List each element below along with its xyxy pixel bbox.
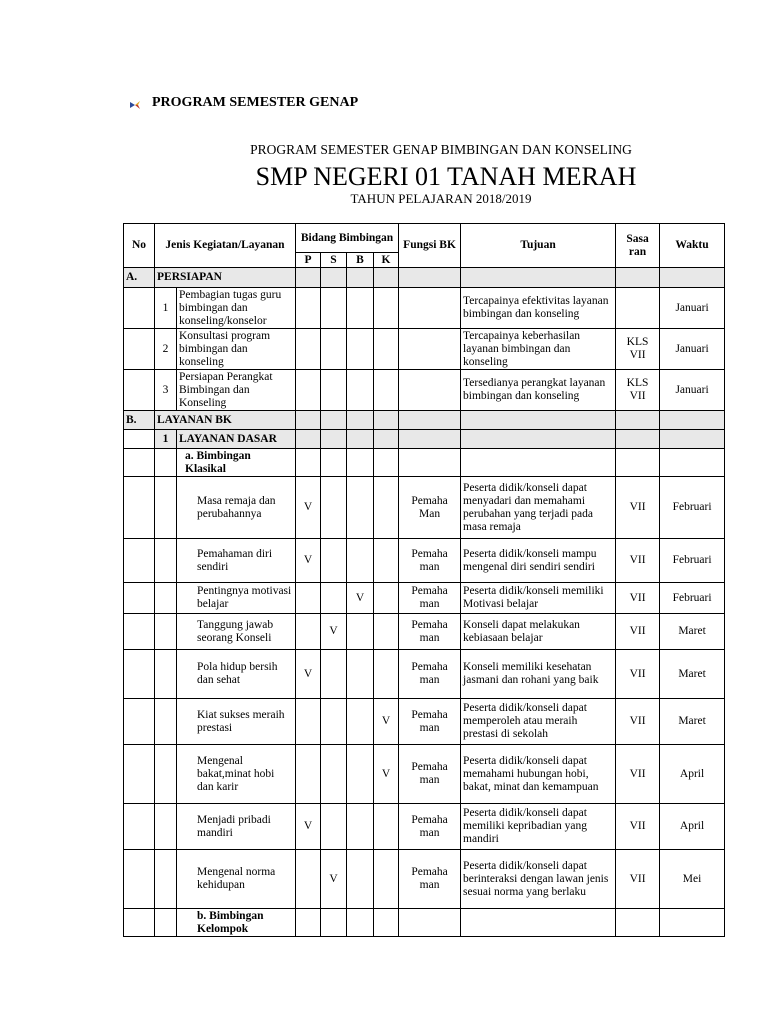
bidang-p-mark: [296, 850, 321, 909]
sub-number: 1: [155, 430, 177, 449]
empty-cell: [399, 909, 461, 937]
bimbingan-klasikal-label: a. Bimbingan Klasikal: [177, 449, 296, 477]
empty-cell: [660, 449, 725, 477]
klasikal-row: [124, 583, 725, 614]
empty-cell: [660, 430, 725, 449]
bidang-b-mark: [347, 539, 374, 583]
fungsi-cell: Pemaha man: [399, 614, 461, 650]
waktu-cell: Januari: [660, 288, 725, 329]
program-table: [123, 223, 725, 937]
header-k: K: [374, 253, 399, 268]
persiapan-row: [124, 329, 725, 370]
section-b-code: B.: [124, 411, 155, 430]
sasaran-cell: VII: [616, 614, 660, 650]
row-number: 3: [155, 370, 177, 411]
empty-cell: [155, 583, 177, 614]
empty-cell: [124, 288, 155, 329]
sasaran-cell: VII: [616, 583, 660, 614]
sasaran-cell: [616, 288, 660, 329]
empty-cell: [155, 614, 177, 650]
kegiatan-cell: Pemahaman diri sendiri: [177, 539, 296, 583]
header-no: No: [124, 224, 155, 268]
sasaran-cell: KLS VII: [616, 329, 660, 370]
tujuan-cell: Konseli dapat melakukan kebiasaan belajar: [461, 614, 616, 650]
bidang-b-mark: [347, 850, 374, 909]
empty-cell: [296, 909, 321, 937]
bidang-b-mark: [347, 650, 374, 699]
row-number: 1: [155, 288, 177, 329]
bidang-s-mark: V: [321, 850, 347, 909]
kegiatan-cell: Mengenal norma kehidupan: [177, 850, 296, 909]
section-b-label: LAYANAN BK: [155, 411, 296, 430]
empty-cell: [155, 449, 177, 477]
empty-cell: [124, 370, 155, 411]
empty-cell: [616, 411, 660, 430]
empty-cell: [296, 288, 321, 329]
tujuan-cell: Tercapainya efektivitas layanan bimbingan dan konseling: [461, 288, 616, 329]
bidang-k-mark: [374, 850, 399, 909]
empty-cell: [399, 329, 461, 370]
heading-bullet-icon: [129, 99, 141, 111]
empty-cell: [347, 370, 374, 411]
bidang-s-mark: [321, 650, 347, 699]
kegiatan-cell: Kiat sukses meraih prestasi: [177, 699, 296, 745]
kegiatan-cell: Pentingnya motivasi belajar: [177, 583, 296, 614]
bidang-b-mark: [347, 614, 374, 650]
waktu-cell: Mei: [660, 850, 725, 909]
empty-cell: [124, 909, 155, 937]
empty-cell: [155, 909, 177, 937]
fungsi-cell: Pemaha man: [399, 583, 461, 614]
kegiatan-cell: Menjadi pribadi mandiri: [177, 804, 296, 850]
bidang-b-mark: [347, 477, 374, 539]
empty-cell: [616, 909, 660, 937]
empty-cell: [347, 449, 374, 477]
kegiatan-cell: Persiapan Perangkat Bimbingan dan Konseling: [177, 370, 296, 411]
empty-cell: [374, 329, 399, 370]
sasaran-cell: VII: [616, 477, 660, 539]
tujuan-cell: Konseli memiliki kesehatan jasmani dan rohani yang baik: [461, 650, 616, 699]
waktu-cell: Januari: [660, 370, 725, 411]
section-b-row: [124, 411, 725, 430]
tujuan-cell: Peserta didik/konseli dapat memiliki kepribadian yang mandiri: [461, 804, 616, 850]
empty-cell: [399, 430, 461, 449]
empty-cell: [155, 804, 177, 850]
tujuan-cell: Peserta didik/konseli memiliki Motivasi belajar: [461, 583, 616, 614]
academic-year: TAHUN PELAJARAN 2018/2019: [350, 191, 532, 206]
empty-cell: [155, 699, 177, 745]
fungsi-cell: Pemaha man: [399, 539, 461, 583]
bidang-b-mark: [347, 804, 374, 850]
empty-cell: [374, 370, 399, 411]
kegiatan-cell: Mengenal bakat,minat hobi dan karir: [177, 745, 296, 804]
bimbingan-klasikal-row: [124, 449, 725, 477]
kegiatan-cell: Pola hidup bersih dan sehat: [177, 650, 296, 699]
empty-cell: [616, 430, 660, 449]
fungsi-cell: Pemaha man: [399, 745, 461, 804]
empty-cell: [124, 745, 155, 804]
kegiatan-cell: Pembagian tugas guru bimbingan dan konseling/konselor: [177, 288, 296, 329]
sasaran-cell: VII: [616, 850, 660, 909]
header-tujuan: Tujuan: [461, 224, 616, 268]
empty-cell: [321, 449, 347, 477]
bidang-s-mark: [321, 804, 347, 850]
empty-cell: [124, 699, 155, 745]
empty-cell: [124, 650, 155, 699]
empty-cell: [347, 909, 374, 937]
empty-cell: [461, 909, 616, 937]
empty-cell: [461, 449, 616, 477]
empty-cell: [296, 370, 321, 411]
tujuan-cell: Peserta didik/konseli dapat memperoleh atau meraih prestasi di sekolah: [461, 699, 616, 745]
empty-cell: [124, 850, 155, 909]
tujuan-cell: Tersedianya perangkat layanan bimbingan dan konseling: [461, 370, 616, 411]
waktu-cell: Maret: [660, 650, 725, 699]
empty-cell: [155, 539, 177, 583]
empty-cell: [374, 288, 399, 329]
waktu-cell: April: [660, 745, 725, 804]
school-name: SMP NEGERI 01 TANAH MERAH: [255, 162, 637, 191]
empty-cell: [347, 288, 374, 329]
header-bidang: Bidang Bimbingan: [296, 224, 399, 253]
bidang-s-mark: V: [321, 614, 347, 650]
fungsi-cell: Pemaha man: [399, 850, 461, 909]
klasikal-row: [124, 850, 725, 909]
waktu-cell: Maret: [660, 614, 725, 650]
empty-cell: [321, 430, 347, 449]
bidang-p-mark: [296, 699, 321, 745]
bidang-p-mark: V: [296, 650, 321, 699]
bidang-b-mark: [347, 699, 374, 745]
empty-cell: [155, 745, 177, 804]
empty-cell: [124, 539, 155, 583]
header-waktu: Waktu: [660, 224, 725, 268]
empty-cell: [616, 449, 660, 477]
empty-cell: [321, 329, 347, 370]
kegiatan-cell: Masa remaja dan perubahannya: [177, 477, 296, 539]
layanan-dasar-row: [124, 430, 725, 449]
empty-cell: [660, 909, 725, 937]
empty-cell: [399, 288, 461, 329]
bidang-s-mark: [321, 477, 347, 539]
section-a-label: PERSIAPAN: [155, 268, 296, 288]
sasaran-cell: VII: [616, 804, 660, 850]
empty-cell: [321, 411, 347, 430]
bidang-k-mark: [374, 477, 399, 539]
bidang-k-mark: [374, 804, 399, 850]
klasikal-row: [124, 539, 725, 583]
bidang-p-mark: [296, 614, 321, 650]
tujuan-cell: Tercapainya keberhasilan layanan bimbingan dan konseling: [461, 329, 616, 370]
bidang-s-mark: [321, 699, 347, 745]
tujuan-cell: Peserta didik/konseli dapat berinteraksi dengan lawan jenis sesuai norma yang berlaku: [461, 850, 616, 909]
empty-cell: [155, 477, 177, 539]
bidang-b-mark: [347, 745, 374, 804]
empty-cell: [347, 411, 374, 430]
bidang-s-mark: [321, 539, 347, 583]
bidang-k-mark: [374, 583, 399, 614]
empty-cell: [296, 449, 321, 477]
sasaran-cell: VII: [616, 650, 660, 699]
empty-cell: [374, 430, 399, 449]
klasikal-row: [124, 699, 725, 745]
empty-cell: [124, 804, 155, 850]
header-jenis: Jenis Kegiatan/Layanan: [155, 224, 296, 268]
empty-cell: [660, 411, 725, 430]
header-p: P: [296, 253, 321, 268]
section-a-code: A.: [124, 268, 155, 288]
empty-cell: [399, 449, 461, 477]
empty-cell: [374, 411, 399, 430]
bidang-p-mark: [296, 745, 321, 804]
empty-cell: [296, 411, 321, 430]
klasikal-row: [124, 614, 725, 650]
fungsi-cell: Pemaha man: [399, 650, 461, 699]
empty-cell: [347, 430, 374, 449]
sasaran-cell: VII: [616, 745, 660, 804]
persiapan-row: [124, 288, 725, 329]
empty-cell: [124, 430, 155, 449]
bidang-k-mark: [374, 650, 399, 699]
bidang-k-mark: [374, 539, 399, 583]
empty-cell: [321, 370, 347, 411]
header-sasaran: Sasa ran: [616, 224, 660, 268]
bidang-b-mark: V: [347, 583, 374, 614]
empty-cell: [124, 583, 155, 614]
empty-cell: [124, 329, 155, 370]
bidang-s-mark: [321, 745, 347, 804]
fungsi-cell: Pemaha man: [399, 804, 461, 850]
waktu-cell: Februari: [660, 477, 725, 539]
bimbingan-kelompok-row: [124, 909, 725, 937]
tujuan-cell: Peserta didik/konseli dapat memahami hubungan hobi, bakat, minat dan kemampuan: [461, 745, 616, 804]
empty-cell: [155, 650, 177, 699]
header-b: B: [347, 253, 374, 268]
empty-cell: [374, 449, 399, 477]
waktu-cell: Februari: [660, 539, 725, 583]
persiapan-row: [124, 370, 725, 411]
section-a-row: [124, 268, 725, 288]
empty-cell: [461, 430, 616, 449]
empty-cell: [461, 411, 616, 430]
empty-cell: [124, 477, 155, 539]
empty-cell: [399, 411, 461, 430]
kegiatan-cell: Tanggung jawab seorang Konseli: [177, 614, 296, 650]
header-s: S: [321, 253, 347, 268]
klasikal-row: [124, 804, 725, 850]
bidang-p-mark: V: [296, 539, 321, 583]
bidang-k-mark: V: [374, 699, 399, 745]
page-heading: PROGRAM SEMESTER GENAP: [152, 95, 359, 110]
empty-cell: [374, 909, 399, 937]
bidang-k-mark: [374, 614, 399, 650]
empty-cell: [124, 449, 155, 477]
bidang-p-mark: V: [296, 804, 321, 850]
bidang-k-mark: V: [374, 745, 399, 804]
sasaran-cell: VII: [616, 699, 660, 745]
empty-cell: [296, 430, 321, 449]
klasikal-row: [124, 650, 725, 699]
empty-cell: [321, 909, 347, 937]
bimbingan-kelompok-label: b. Bimbingan Kelompok: [177, 909, 296, 937]
empty-cell: [155, 850, 177, 909]
klasikal-row: [124, 745, 725, 804]
bidang-p-mark: V: [296, 477, 321, 539]
waktu-cell: Januari: [660, 329, 725, 370]
document-title-line1: PROGRAM SEMESTER GENAP BIMBINGAN DAN KONSELING: [250, 142, 632, 157]
fungsi-cell: Pemaha Man: [399, 477, 461, 539]
empty-cell: [124, 614, 155, 650]
empty-cell: [347, 329, 374, 370]
tujuan-cell: Peserta didik/konseli mampu mengenal diri sendiri sendiri: [461, 539, 616, 583]
tujuan-cell: Peserta didik/konseli dapat menyadari dan memahami perubahan yang terjadi pada masa remaja: [461, 477, 616, 539]
kegiatan-cell: Konsultasi program bimbingan dan konseling: [177, 329, 296, 370]
bidang-p-mark: [296, 583, 321, 614]
empty-cell: [321, 288, 347, 329]
klasikal-row: [124, 477, 725, 539]
sasaran-cell: KLS VII: [616, 370, 660, 411]
waktu-cell: Februari: [660, 583, 725, 614]
waktu-cell: April: [660, 804, 725, 850]
layanan-dasar-label: LAYANAN DASAR: [177, 430, 296, 449]
sasaran-cell: VII: [616, 539, 660, 583]
bidang-s-mark: [321, 583, 347, 614]
waktu-cell: Maret: [660, 699, 725, 745]
empty-cell: [399, 370, 461, 411]
empty-cell: [296, 329, 321, 370]
row-number: 2: [155, 329, 177, 370]
header-fungsi: Fungsi BK: [399, 224, 461, 268]
fungsi-cell: Pemaha man: [399, 699, 461, 745]
